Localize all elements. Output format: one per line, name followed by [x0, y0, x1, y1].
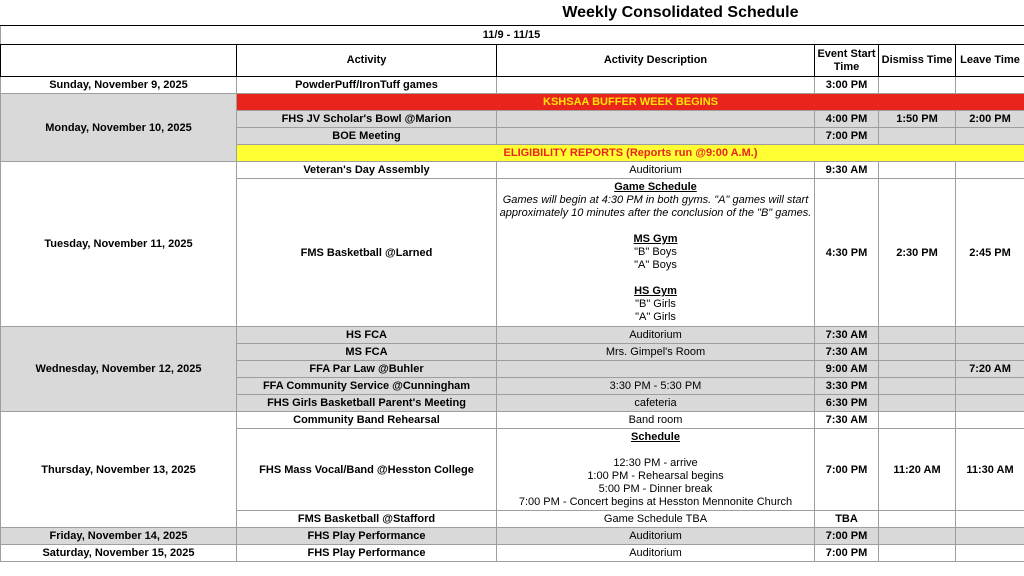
table-row: [1, 77, 1024, 94]
page-title: Weekly Consolidated Schedule: [1, 0, 879, 26]
dismiss-cell: [879, 162, 956, 179]
description-cell: cafeteria: [497, 395, 815, 412]
leave-cell: [956, 378, 1024, 395]
hs-gym-line: "A" Girls: [635, 311, 676, 323]
header-dismiss: Dismiss Time: [879, 45, 956, 77]
table-row: [1, 327, 1024, 344]
table-row: [1, 162, 1024, 179]
header-activity: Activity: [237, 45, 497, 77]
start-cell: 3:30 PM: [815, 378, 879, 395]
header-description: Activity Description: [497, 45, 815, 77]
description-cell: [497, 128, 815, 145]
leave-cell: 7:20 AM: [956, 361, 1024, 378]
eligibility-banner: ELIGIBILITY REPORTS (Reports run @9:00 A.M.): [237, 145, 1024, 162]
description-cell: 3:30 PM - 5:30 PM: [497, 378, 815, 395]
activity-cell: HS FCA: [237, 327, 497, 344]
desc-note: approximately 10 minutes after the conclusion of the "B" games.: [499, 207, 812, 219]
start-cell: 7:00 PM: [815, 429, 879, 511]
header-event-start: Event Start Time: [815, 45, 879, 77]
leave-cell: [956, 128, 1024, 145]
start-cell: 7:00 PM: [815, 128, 879, 145]
leave-cell: [956, 395, 1024, 412]
day-cell: Saturday, November 15, 2025: [1, 545, 237, 562]
description-cell: [497, 361, 815, 378]
leave-cell: [956, 412, 1024, 429]
table-row: [1, 94, 1024, 111]
dismiss-cell: [879, 344, 956, 361]
dismiss-cell: [879, 128, 956, 145]
kshsaa-banner: KSHSAA BUFFER WEEK BEGINS: [237, 94, 1024, 111]
title-row: [1, 0, 1024, 26]
activity-cell: FFA Community Service @Cunningham: [237, 378, 497, 395]
activity-cell: FMS Basketball @Stafford: [237, 511, 497, 528]
activity-cell: FFA Par Law @Buhler: [237, 361, 497, 378]
description-cell: Mrs. Gimpel's Room: [497, 344, 815, 361]
desc-note: Games will begin at 4:30 PM in both gyms. "A" games will start: [502, 194, 809, 206]
leave-cell: 11:30 AM: [956, 429, 1024, 511]
dismiss-cell: 1:50 PM: [879, 111, 956, 128]
start-cell: 7:30 AM: [815, 344, 879, 361]
dismiss-cell: [879, 545, 956, 562]
leave-cell: [956, 162, 1024, 179]
activity-cell: FMS Basketball @Larned: [237, 179, 497, 327]
description-cell: Auditorium: [497, 528, 815, 545]
header-leave: Leave Time: [956, 45, 1024, 77]
schedule-line: 12:30 PM - arrive: [613, 456, 698, 469]
table-row: [1, 528, 1024, 545]
hs-gym-line: "B" Girls: [635, 298, 676, 310]
description-cell: Band room: [497, 412, 815, 429]
start-cell: 6:30 PM: [815, 395, 879, 412]
activity-cell: FHS Mass Vocal/Band @Hesston College: [237, 429, 497, 511]
schedule-line: 1:00 PM - Rehearsal begins: [587, 469, 724, 482]
start-cell: 7:30 AM: [815, 412, 879, 429]
activity-cell: Community Band Rehearsal: [237, 412, 497, 429]
start-cell: 7:00 PM: [815, 528, 879, 545]
day-cell: Wednesday, November 12, 2025: [1, 327, 237, 412]
leave-cell: [956, 327, 1024, 344]
day-cell: Thursday, November 13, 2025: [1, 412, 237, 528]
start-cell: 4:00 PM: [815, 111, 879, 128]
activity-cell: FHS Play Performance: [237, 545, 497, 562]
dismiss-cell: [879, 412, 956, 429]
schedule-line: 7:00 PM - Concert begins at Hesston Mennonite Church: [518, 495, 793, 508]
start-cell: 9:00 AM: [815, 361, 879, 378]
schedule-line: 5:00 PM - Dinner break: [598, 482, 713, 495]
start-cell: 9:30 AM: [815, 162, 879, 179]
day-cell: Sunday, November 9, 2025: [1, 77, 237, 94]
description-cell: Auditorium: [497, 545, 815, 562]
activity-cell: MS FCA: [237, 344, 497, 361]
table-row: [1, 412, 1024, 429]
activity-cell: PowderPuff/IronTuff games: [237, 77, 497, 94]
ms-gym-line: "A" Boys: [634, 259, 677, 271]
day-cell: Monday, November 10, 2025: [1, 94, 237, 162]
activity-cell: FHS JV Scholar's Bowl @Marion: [237, 111, 497, 128]
activity-cell: FHS Girls Basketball Parent's Meeting: [237, 395, 497, 412]
dismiss-cell: [879, 77, 956, 94]
start-cell: 3:00 PM: [815, 77, 879, 94]
start-cell: 4:30 PM: [815, 179, 879, 327]
dismiss-cell: 11:20 AM: [879, 429, 956, 511]
leave-cell: 2:00 PM: [956, 111, 1024, 128]
dismiss-cell: [879, 361, 956, 378]
start-cell: TBA: [815, 511, 879, 528]
hs-gym-heading: HS Gym: [634, 285, 677, 297]
dismiss-cell: [879, 528, 956, 545]
description-cell: [497, 77, 815, 94]
desc-title: Game Schedule: [614, 181, 697, 193]
desc-title: Schedule: [631, 430, 680, 443]
ms-gym-line: "B" Boys: [634, 246, 677, 258]
leave-cell: [956, 344, 1024, 361]
activity-cell: FHS Play Performance: [237, 528, 497, 545]
start-cell: 7:30 AM: [815, 327, 879, 344]
description-cell: [497, 111, 815, 128]
leave-cell: [956, 511, 1024, 528]
date-range-row: [1, 26, 1024, 45]
description-cell: Auditorium: [497, 162, 815, 179]
dismiss-cell: [879, 327, 956, 344]
ms-gym-heading: MS Gym: [633, 233, 678, 245]
game-schedule-description: [497, 179, 815, 327]
description-cell: Auditorium: [497, 327, 815, 344]
leave-cell: [956, 528, 1024, 545]
leave-cell: [956, 77, 1024, 94]
leave-cell: 2:45 PM: [956, 179, 1024, 327]
dismiss-cell: 2:30 PM: [879, 179, 956, 327]
dismiss-cell: [879, 395, 956, 412]
header-row: [1, 45, 1024, 77]
leave-cell: [956, 545, 1024, 562]
table-row: [1, 545, 1024, 562]
concert-schedule-description: [497, 429, 815, 511]
day-cell: Friday, November 14, 2025: [1, 528, 237, 545]
dismiss-cell: [879, 378, 956, 395]
start-cell: 7:00 PM: [815, 545, 879, 562]
dismiss-cell: [879, 511, 956, 528]
activity-cell: Veteran's Day Assembly: [237, 162, 497, 179]
activity-cell: BOE Meeting: [237, 128, 497, 145]
description-cell: Game Schedule TBA: [497, 511, 815, 528]
day-cell: Tuesday, November 11, 2025: [1, 162, 237, 327]
date-range: 11/9 - 11/15: [1, 26, 1024, 45]
